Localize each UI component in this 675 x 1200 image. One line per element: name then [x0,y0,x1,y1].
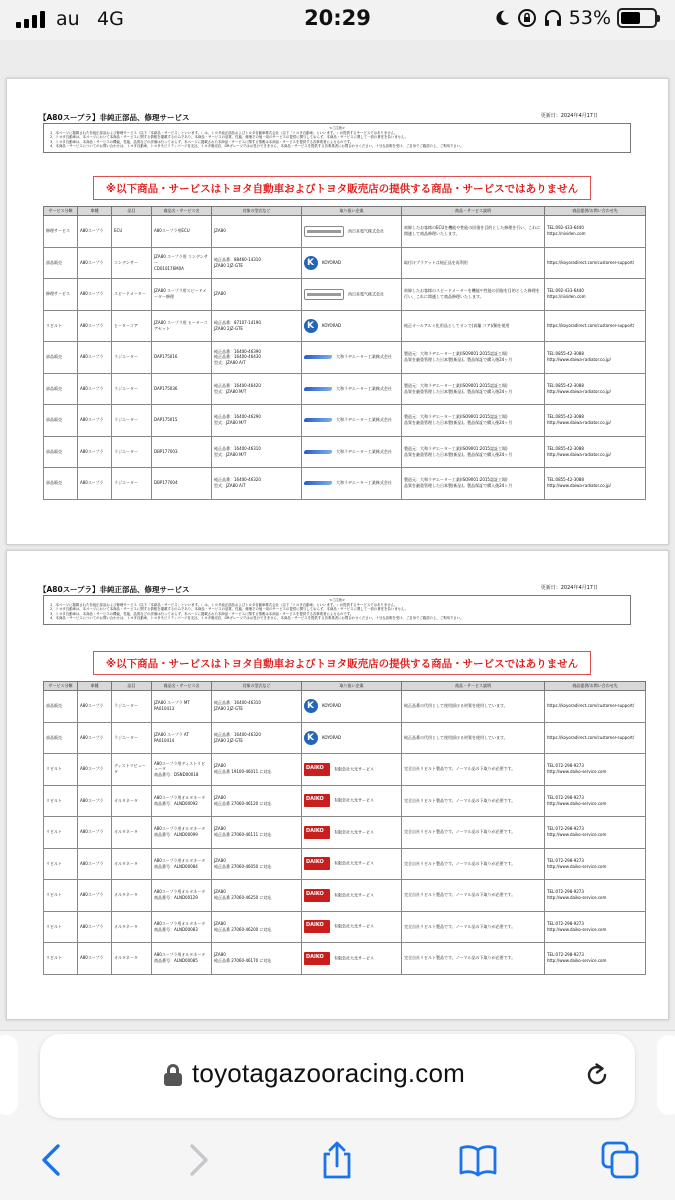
battery-percent: 53% [568,7,611,29]
column-header: 車種 [78,682,112,691]
company-logo-icon [304,794,330,807]
model-cell: A80スープラ [78,405,112,437]
target-cell: JZA80 純正品番 27060-46250 に対応 [212,880,302,912]
model-cell: A80スープラ [78,722,112,754]
column-header: 商品名・サービス名 [152,682,212,691]
model-cell: A80スープラ [78,310,112,342]
contact-cell[interactable]: TEL:072-298-9273 http://www.daiko-service.com [545,880,646,912]
company-cell [302,342,402,374]
tabs-icon[interactable] [600,1140,640,1180]
contact-cell[interactable]: TEL:0855-42-3088 http://www.daiwa-radiator.co.jp/ [545,468,646,500]
model-cell: A80スープラ [78,279,112,311]
desc-cell: 製造元：大和ラヂエーター工業(ISO9001:2015認証工場) 品質を厳重管理した日本製(新品)。製品保証で購入後24ヶ月 [402,436,545,468]
item-cell: ECU [112,216,152,248]
contact-cell[interactable]: TEL:0855-42-3088 http://www.daiwa-radiator.co.jp/ [545,436,646,468]
column-header: 商品・サービス説明 [402,207,545,216]
target-cell: JZA80 [212,279,302,311]
document-heading: 【A80スープラ】非純正部品、修理サービス [39,113,190,122]
company-cell [302,817,402,849]
item-cell: ラジエーター [112,342,152,374]
item-cell: ラジエーター [112,722,152,754]
desc-cell: 取付けブラケットは純正品を再利用 [402,247,545,279]
model-cell: A80スープラ [78,880,112,912]
category-cell: 部品販売 [44,468,78,500]
note-line: 2．トヨタ自動車は、本ページにおいて本商品・サービスに関する情報を掲載するのみであり、本商品・サービスの品質、性能、修理その他一切のサービスの提供に関与しておらず、本商品・サービスに関して一切の責任を負いません。 [50,135,409,140]
desc-cell: 純正品番の代用として使用頂ける材質を使用しています。 [402,722,545,754]
company-cell [302,785,402,817]
desc-cell: 製造元：大和ラヂエーター工業(ISO9001:2015認証工場) 品質を厳重管理した日本製(新品)。製品保証で購入後24ヶ月 [402,468,545,500]
category-cell: リビルト [44,754,78,786]
target-cell: 純正品番：87107-14190 JZA80 2JZ-GTE [212,310,302,342]
product-cell: JZA80 スープラ用 ヒーターコアセット [152,310,212,342]
contact-cell[interactable]: TEL:072-298-9273 http://www.daiko-service.com [545,817,646,849]
address-bar[interactable] [40,1034,635,1118]
table-row [44,943,646,975]
company-logo-icon [303,481,332,485]
model-cell: A80スープラ [78,817,112,849]
item-cell: オルタネータ [112,943,152,975]
table-row [44,405,646,437]
item-cell: ラジエーター [112,373,152,405]
company-name: KOYORAD [322,703,342,709]
company-logo-icon [303,418,332,422]
company-cell [302,848,402,880]
company-logo-icon [304,952,330,965]
contact-cell[interactable]: TEL:072-298-9273 http://www.daiko-service.com [545,943,646,975]
model-cell: A80スープラ [78,247,112,279]
desc-cell: 故障したお客様のECUを機能や性能の回復を目的とした修理を行い、これに関連して商品修理いたします。 [402,216,545,248]
item-cell: スピードメーター [112,279,152,311]
item-cell: オルタネータ [112,880,152,912]
company-name: KOYORAD [322,322,342,328]
contact-cell[interactable]: TEL:072-298-9273 http://www.daiko-service.com [545,754,646,786]
desc-cell: 完全自社リビルト製品です。ノーマル品の下取りが必要です。 [402,911,545,943]
contact-cell[interactable]: TEL:092-433-6440 https://nisiden.com [545,216,646,248]
product-cell: JZA80 スープラ AT PA010414 [152,722,212,754]
company-name: 有限会社大光サービス [334,923,374,929]
item-cell: オルタネータ [112,817,152,849]
category-cell: 修理サービス [44,216,78,248]
desc-cell: 製造元：大和ラヂエーター工業(ISO9001:2015認証工場) 品質を厳重管理した日本製(新品)。製品保証で購入後24ヶ月 [402,405,545,437]
target-cell: JZA80 純正品番 27060-46170 に対応 [212,943,302,975]
contact-cell[interactable]: TEL:0855-42-3088 http://www.daiwa-radiator.co.jp/ [545,373,646,405]
category-cell: 部品販売 [44,247,78,279]
lock-icon [164,1064,182,1086]
table-row [44,754,646,786]
category-cell: 修理サービス [44,279,78,311]
item-cell: オルタネータ [112,785,152,817]
note-line: 1．本ページに掲載された非純正部品および修理サービス（以下「本商品・サービス」といいます。）は、トヨタ純正部品およびトヨタ自動車株式会社（以下「トヨタ自動車」といいます。）が提供するサービスではありません。 [50,130,398,135]
desc-cell: 純正オールアルミ化用品としてオンで(真鍮 コア)/銅を使用 [402,310,545,342]
company-logo-icon [304,889,330,902]
company-cell [302,722,402,754]
desc-cell: 故障したお客様のスピードメーターを機能や性能の回復を目的とした修理を行い、これに関連して商品修理いたします。 [402,279,545,311]
document-page-1 [6,78,669,545]
model-cell: A80スープラ [78,436,112,468]
item-cell: ヒーターコア [112,310,152,342]
company-cell [302,880,402,912]
target-cell: 純正品番：16400-46310 型式：JZA80 M/T [212,436,302,468]
company-name: 西日本電气株式会社 [348,228,384,234]
moon-icon [493,9,511,27]
category-cell: リビルト [44,880,78,912]
product-cell: A80スープラ用オルタネータ 商品番号：ALND00084 [152,848,212,880]
desc-cell: 完全自社リビルト製品です。ノーマル品の下取りが必要です。 [402,848,545,880]
product-cell: JZA80 スープラ MT PA010413 [152,691,212,723]
target-cell: JZA80 純正品番 27060-46120 に対応 [212,785,302,817]
company-cell [302,691,402,723]
desc-cell: 製造元：大和ラヂエーター工業(ISO9001:2015認証工場) 品質を厳重管理した日本製(新品)。製品保証で購入後24ヶ月 [402,373,545,405]
target-cell: JZA80 純正品番 19100-46011 に対応 [212,754,302,786]
company-name: 大和ラヂエーター工業株式会社 [336,417,392,423]
company-logo-icon [304,731,318,745]
company-name: KOYORAD [322,259,342,265]
item-cell: コンデンサー [112,247,152,279]
contact-cell[interactable]: TEL:072-298-9273 http://www.daiko-service.com [545,911,646,943]
desc-cell: 完全自社リビルト製品です。ノーマル品の下取りが必要です。 [402,785,545,817]
model-cell: A80スープラ [78,342,112,374]
company-name: 大和ラヂエーター工業株式会社 [336,354,392,360]
contact-cell[interactable]: https://koyoradirect.com/customer-support/ [545,691,646,723]
headphones-icon [543,8,563,28]
model-cell: A80スープラ [78,754,112,786]
table-row [44,247,646,279]
carrier-label: au [56,8,80,30]
table-row [44,216,646,248]
target-cell: 純正品番：16400-46290 型式：JZA80 M/T [212,405,302,437]
column-header: 取り扱い企業 [302,682,402,691]
url-text[interactable]: toyotagazooracing.com [192,1058,466,1088]
company-name: 大和ラヂエーター工業株式会社 [336,385,392,391]
category-cell: リビルト [44,817,78,849]
company-logo-icon [303,387,332,391]
company-cell [302,405,402,437]
disclaimer-banner: ※以下商品・サービスはトヨタ自動車およびトヨタ販売店の提供する商品・サービスではありません [93,176,591,200]
product-cell: JZA80 スープラ用 コンデンサー CD010176M0A [152,247,212,279]
product-cell: A80スープラ用オルタネータ 商品番号：ALND00092 [152,785,212,817]
model-cell: A80スープラ [78,911,112,943]
reload-icon[interactable] [582,1060,612,1090]
share-icon[interactable] [317,1140,357,1180]
company-logo-icon [304,920,330,933]
model-cell: A80スープラ [78,691,112,723]
product-table [43,206,646,500]
category-cell: リビルト [44,785,78,817]
contact-cell[interactable]: https://koyoradirect.com/customer-support/ [545,310,646,342]
table-row [44,785,646,817]
table-row [44,342,646,374]
company-logo-icon [303,355,332,359]
note-line: 3．トヨタ自動車は、本商品・サービスの機能、性能、品質などの評価は行っておらず、本ページに掲載された本商品・サービスに関する情報は本商品・サービスを提供する各事業者によるものです。 [50,139,354,144]
column-header: 対象の型式など [212,682,302,691]
notes-box [43,123,631,153]
category-cell: 部品販売 [44,436,78,468]
company-logo-icon [304,826,330,839]
contact-cell[interactable]: TEL:0855-42-3088 http://www.daiwa-radiator.co.jp/ [545,405,646,437]
company-name: 有限会社大光サービス [334,892,374,898]
notes-box [43,595,631,625]
note-line: 2．トヨタ自動車は、本ページにおいて本商品・サービスに関する情報を掲載するのみであり、本商品・サービスの品質、性能、修理その他一切のサービスの提供に関与しておらず、本商品・サービスに関して一切の責任を負いません。 [50,607,409,612]
company-cell [302,436,402,468]
category-cell: リビルト [44,310,78,342]
contact-cell[interactable]: TEL:072-298-9273 http://www.daiko-service.com [545,848,646,880]
target-cell: JZA80 [212,216,302,248]
contact-cell[interactable]: TEL:092-433-6440 https://nisiden.com [545,279,646,311]
product-cell: A80スープラ用オルタネータ 商品番号：ALND00129 [152,880,212,912]
company-logo-icon [304,319,318,333]
company-logo-icon [304,763,330,776]
company-cell [302,247,402,279]
item-cell: オルタネータ [112,848,152,880]
company-name: 大和ラヂエーター工業株式会社 [336,448,392,454]
category-cell: 部品販売 [44,722,78,754]
product-cell: A80スープラ用オルタネータ 商品番号：ALND00099 [152,817,212,849]
table-row [44,722,646,754]
target-cell: JZA80 純正品番 27060-46050 に対応 [212,848,302,880]
item-cell: ディストリビュータ [112,754,152,786]
disclaimer-banner: ※以下商品・サービスはトヨタ自動車およびトヨタ販売店の提供する商品・サービスではありません [93,651,591,675]
company-cell [302,943,402,975]
column-header: 取り扱い企業 [302,207,402,216]
column-header: 車種 [78,207,112,216]
company-name: 有限会社大光サービス [334,766,374,772]
column-header: 品目 [112,682,152,691]
table-row [44,468,646,500]
company-name: 大和ラヂエーター工業株式会社 [336,480,392,486]
model-cell: A80スープラ [78,943,112,975]
table-row [44,279,646,311]
column-header: サービス分類 [44,207,78,216]
company-name: KOYORAD [322,734,342,740]
company-name: 有限会社大光サービス [334,955,374,961]
desc-cell: 完全自社リビルト製品です。ノーマル品の下取りが必要です。 [402,943,545,975]
company-logo-icon [303,450,332,454]
product-cell: A80スープラ用オルタネータ 商品番号：ALND00083 [152,911,212,943]
clock: 20:29 [304,6,371,30]
column-header: 商品提供/お問い合わせ先 [545,682,646,691]
company-name: 有限会社大光サービス [334,829,374,835]
desc-cell: 完全自社リビルト製品です。ノーマル品の下取りが必要です。 [402,880,545,912]
table-row [44,373,646,405]
table-row [44,880,646,912]
company-cell [302,373,402,405]
document-date: 更新日：2024年4月17日 [540,585,598,591]
company-name: 有限会社大光サービス [334,797,374,803]
contact-cell[interactable]: TEL:0855-42-3088 http://www.daiwa-radiator.co.jp/ [545,342,646,374]
category-cell: リビルト [44,943,78,975]
item-cell: ラジエーター [112,436,152,468]
product-cell: A80スープラ用ディストリビュータ 商品番号：DSND00018 [152,754,212,786]
company-cell [302,310,402,342]
model-cell: A80スープラ [78,785,112,817]
target-cell: 純正品番：16400-46320 JZA80 2JZ-GTE [212,722,302,754]
desc-cell: 完全自社リビルト製品です。ノーマル品の下取りが必要です。 [402,817,545,849]
company-name: 西日本電气株式会社 [348,291,384,297]
company-logo-icon [304,699,318,713]
contact-cell[interactable]: TEL:072-298-9273 http://www.daiko-service.com [545,785,646,817]
document-heading: 【A80スープラ】非純正部品、修理サービス [39,585,190,594]
column-header: 商品名・サービス名 [152,207,212,216]
company-cell [302,216,402,248]
back-icon[interactable] [32,1140,72,1180]
table-row [44,848,646,880]
category-cell: リビルト [44,848,78,880]
column-header: 商品提供/お問い合わせ先 [545,207,646,216]
column-header: サービス分類 [44,682,78,691]
target-cell: 純正品番：16400-46320 型式：JZA80 A/T [212,468,302,500]
category-cell: 部品販売 [44,373,78,405]
product-cell: DAP175015 [152,405,212,437]
next-tab-card[interactable] [657,1035,675,1115]
product-cell: DAP175016 [152,342,212,374]
model-cell: A80スープラ [78,216,112,248]
company-cell [302,468,402,500]
document-page-2 [6,550,669,1020]
table-header-row [44,207,646,216]
company-logo-icon [304,289,344,300]
table-row [44,911,646,943]
target-cell: JZA80 純正品番 27060-46111 に対応 [212,817,302,849]
column-header: 対象の型式など [212,207,302,216]
note-line: 4．本商品・サービスについてのお問い合わせは、トヨタ自動車、トヨタモビリティパーツ各支社、トヨタ販売店、GRガレージではお受けできません。本商品・サービスを提供する各事業者にお問合わせください。十分な説明を受け、ご自身でご確認の上、ご利用下さい。 [50,144,464,149]
desc-cell: 純正品番の代用として使用頂ける材質を使用しています。 [402,691,545,723]
category-cell: 部品販売 [44,691,78,723]
company-logo-icon [304,226,344,237]
table-header-row [44,682,646,691]
company-cell [302,279,402,311]
table-row [44,691,646,723]
item-cell: ラジエーター [112,468,152,500]
company-logo-icon [304,256,318,270]
category-cell: リビルト [44,911,78,943]
target-cell: 純正品番：16400-46390 純正品番：16400-46430 型式：JZA80 A/T [212,342,302,374]
note-line: 3．トヨタ自動車は、本商品・サービスの機能、性能、品質などの評価は行っておらず、本ページに掲載された本商品・サービスに関する情報は本商品・サービスを提供する各事業者によるものです。 [50,611,354,616]
item-cell: ラジエーター [112,405,152,437]
desc-cell: 完全自社リビルト製品です。ノーマル品の下取りが必要です。 [402,754,545,786]
product-cell: A80スープラ用オルタネータ 商品番号：ALND00085 [152,943,212,975]
column-header: 品目 [112,207,152,216]
company-name: 有限会社大光サービス [334,860,374,866]
item-cell: オルタネータ [112,911,152,943]
product-table [43,681,646,975]
category-cell: 部品販売 [44,405,78,437]
model-cell: A80スープラ [78,468,112,500]
status-bar [0,0,675,40]
company-logo-icon [304,857,330,870]
target-cell: JZA80 純正品番 27060-46200 に対応 [212,911,302,943]
note-line: 4．本商品・サービスについてのお問い合わせは、トヨタ自動車、トヨタモビリティパーツ各支社、トヨタ販売店、GRガレージではお受けできません。本商品・サービスを提供する各事業者にお問合わせください。十分な説明を受け、ご自身でご確認の上、ご利用下さい。 [50,616,464,621]
target-cell: 純正品番：88460-14310 JZA80 2JZ-GTE [212,247,302,279]
model-cell: A80スープラ [78,373,112,405]
category-cell: 部品販売 [44,342,78,374]
column-header: 商品・サービス説明 [402,682,545,691]
product-cell: JZA80 スープラ用スピードメーター修理 [152,279,212,311]
notes-title: <ご注意> [329,598,345,602]
note-line: 1．本ページに掲載された非純正部品および修理サービス（以下「本商品・サービス」といいます。）は、トヨタ純正部品およびトヨタ自動車株式会社（以下「トヨタ自動車」といいます。）が提供するサービスではありません。 [50,602,398,607]
model-cell: A80スープラ [78,848,112,880]
table-row [44,310,646,342]
forward-icon[interactable] [178,1140,218,1180]
company-cell [302,911,402,943]
previous-tab-card[interactable] [0,1035,18,1115]
table-row [44,817,646,849]
table-row [44,436,646,468]
target-cell: 純正品番：16400-46420 型式：JZA80 M/T [212,373,302,405]
contact-cell[interactable]: https://koyoradirect.com/customer-support/ [545,247,646,279]
product-cell: DAP175036 [152,373,212,405]
product-cell: A80スープラ用ECU [152,216,212,248]
bookmarks-icon[interactable] [458,1140,498,1180]
notes-title: <ご注意> [329,126,345,130]
product-cell: DBP177003 [152,436,212,468]
network-type: 4G [97,8,124,30]
battery-icon [617,8,657,28]
document-date: 更新日：2024年4月17日 [540,113,598,119]
orientation-lock-icon [517,8,537,28]
target-cell: 純正品番：16400-46310 JZA80 2JZ-GTE [212,691,302,723]
contact-cell[interactable]: https://koyoradirect.com/customer-support/ [545,722,646,754]
product-cell: DBP177004 [152,468,212,500]
company-cell [302,754,402,786]
desc-cell: 製造元：大和ラヂエーター工業(ISO9001:2015認証工場) 品質を厳重管理した日本製(新品)。製品保証で購入後24ヶ月 [402,342,545,374]
item-cell: ラジエーター [112,691,152,723]
